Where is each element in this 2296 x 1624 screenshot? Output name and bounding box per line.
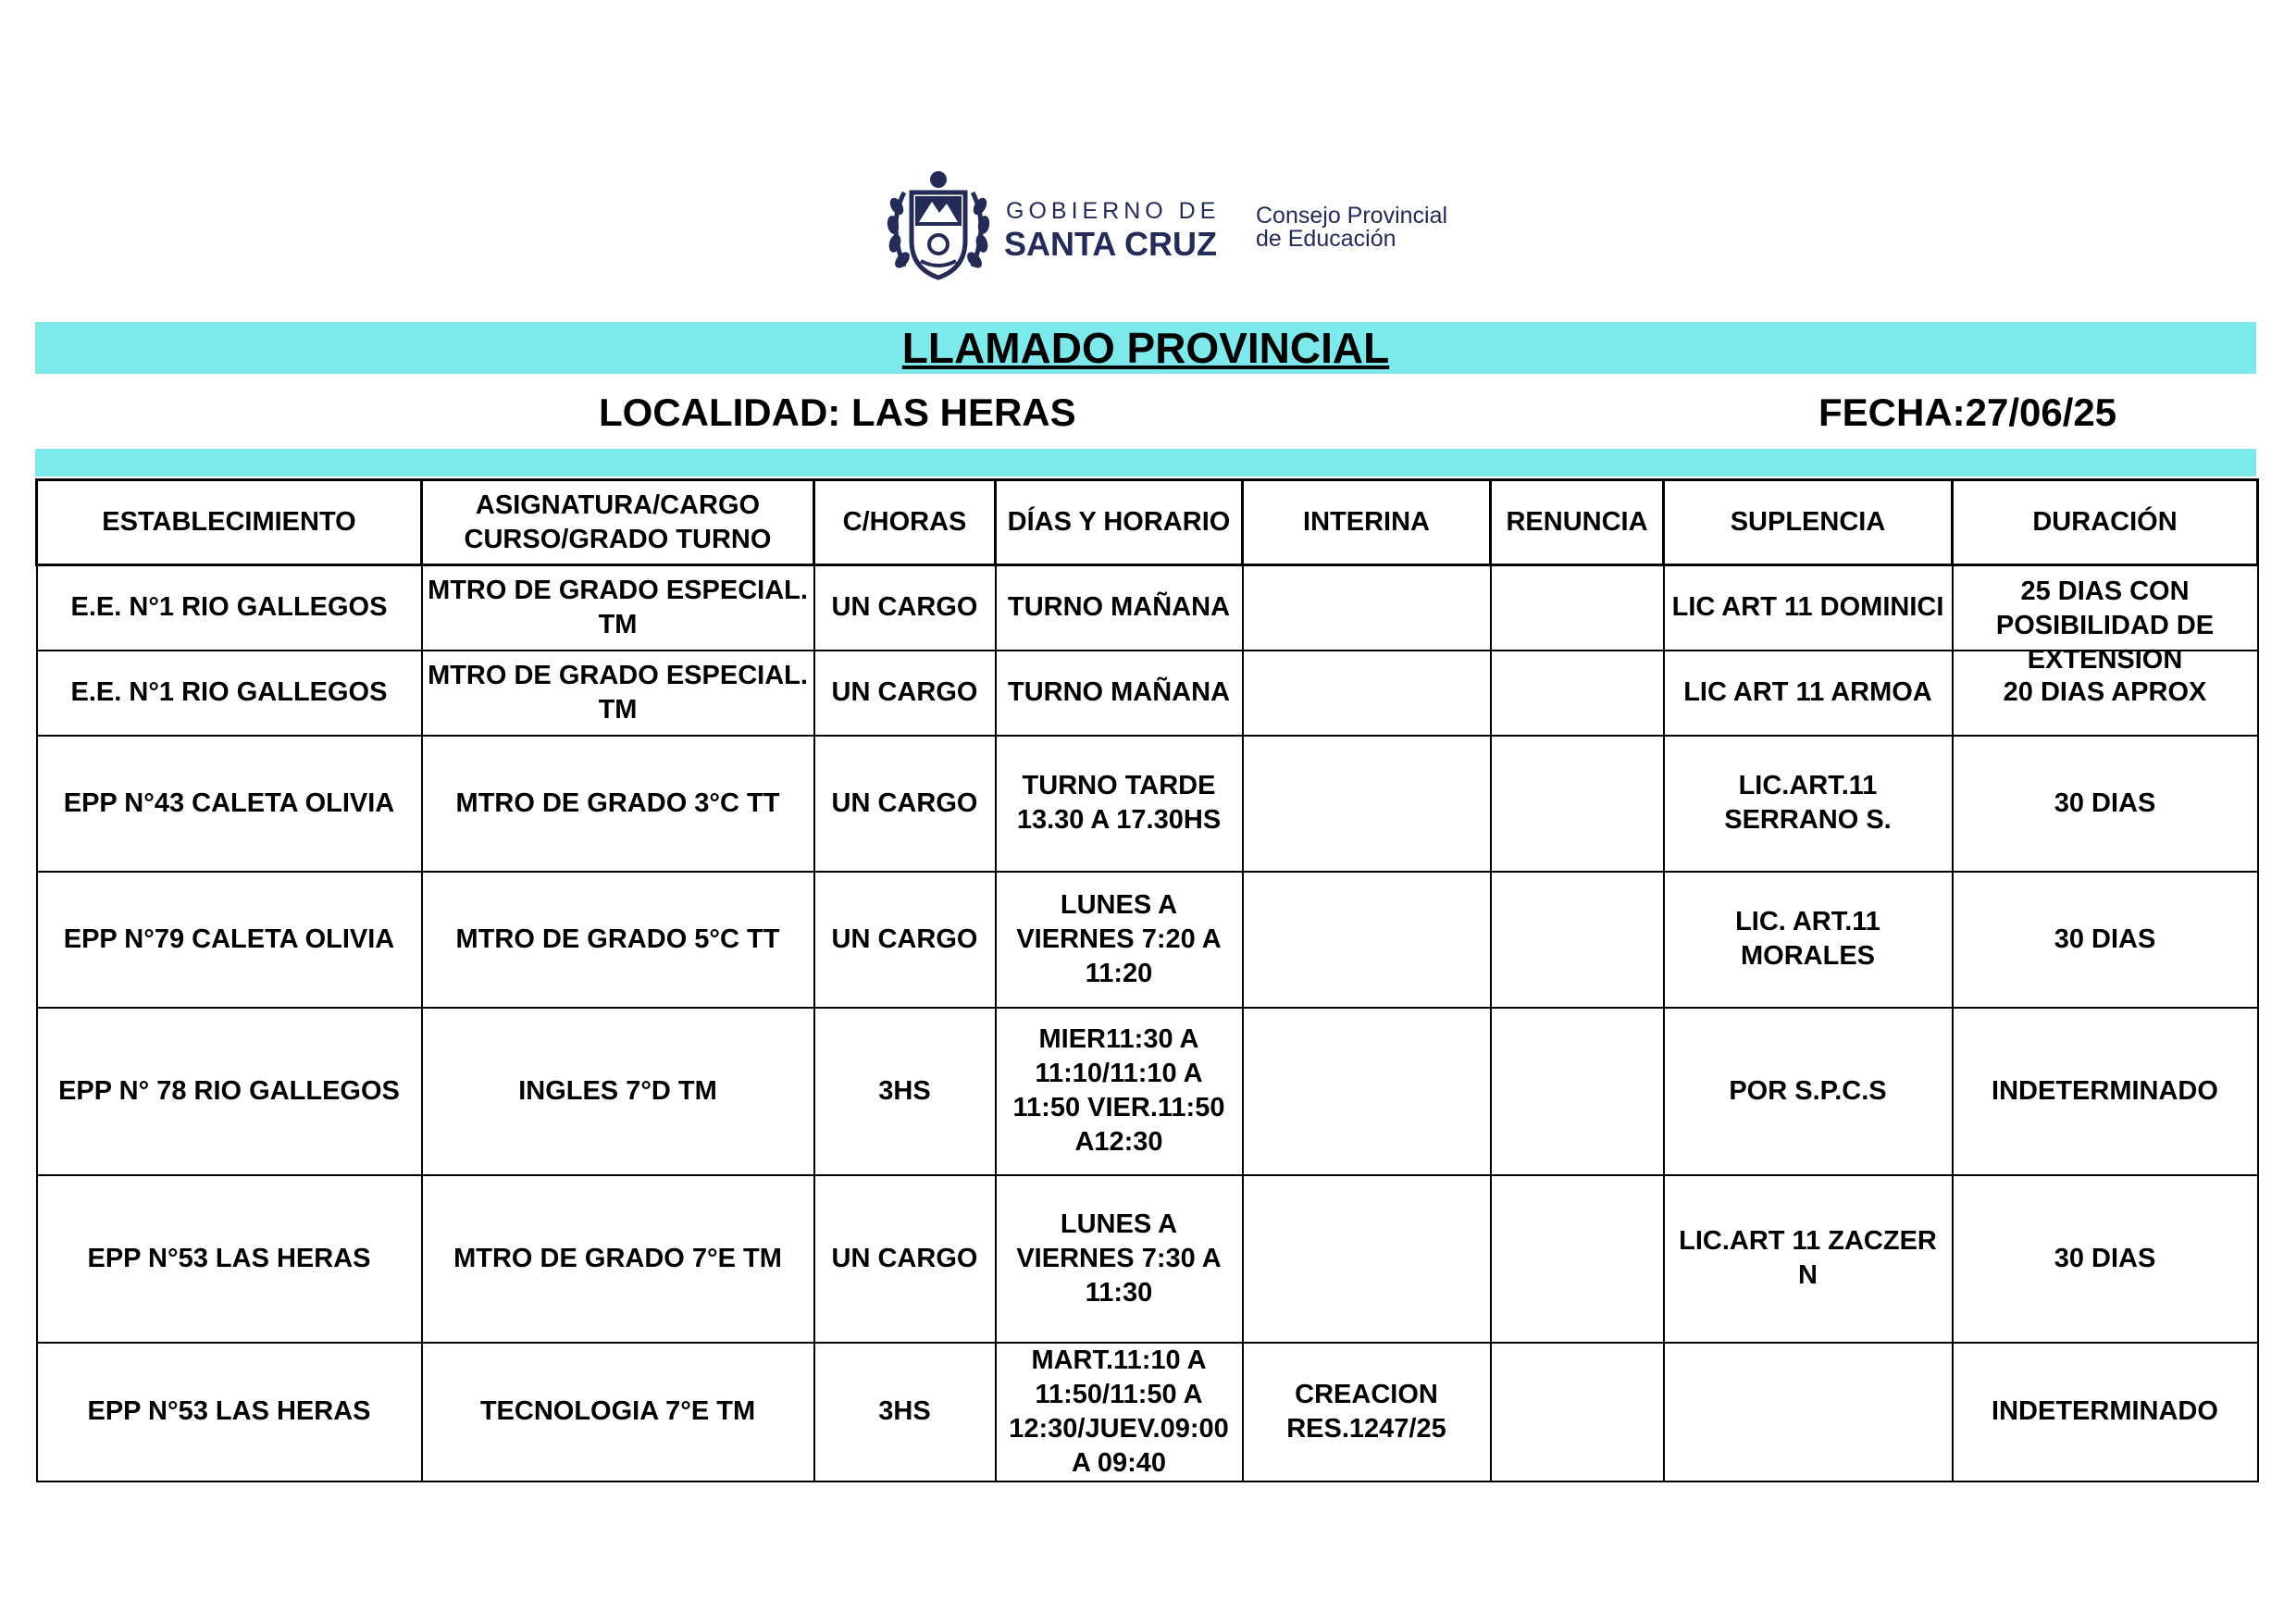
cell-dias: TURNO TARDE 13.30 A 17.30HS: [996, 736, 1243, 872]
cell-suplencia: LIC.ART 11 ZACZER N: [1664, 1175, 1953, 1343]
cell-dias: LUNES A VIERNES 7:20 A 11:20: [996, 872, 1243, 1008]
cell-duracion: 30 DIAS: [1953, 872, 2258, 1008]
cell-suplencia: POR S.P.C.S: [1664, 1008, 1953, 1175]
cell-establecimiento: E.E. N°1 RIO GALLEGOS: [37, 651, 422, 736]
cell-suplencia: LIC. ART.11 MORALES: [1664, 872, 1953, 1008]
cell-duracion-text: 25 DIAS CON POSIBILIDAD DE EXTENSION: [1995, 576, 2215, 675]
cell-duracion: 30 DIAS: [1953, 736, 2258, 872]
cell-horas: 3HS: [814, 1008, 996, 1175]
header-logo: [884, 165, 1476, 285]
cell-establecimiento: EPP N°79 CALETA OLIVIA: [37, 872, 422, 1008]
cell-asignatura: MTRO DE GRADO 7°E TM: [422, 1175, 814, 1343]
cell-suplencia: LIC ART 11 ARMOA: [1664, 651, 1953, 736]
cell-renuncia: [1491, 1008, 1664, 1175]
cell-duracion: INDETERMINADO: [1953, 1343, 2258, 1481]
date-label: FECHA:27/06/25: [1818, 391, 2117, 434]
table-row: [37, 1175, 2258, 1343]
header-horas: C/HORAS: [814, 480, 996, 565]
table-row: [37, 872, 2258, 1008]
cell-horas: 3HS: [814, 1343, 996, 1481]
cell-dias: LUNES A VIERNES 7:30 A 11:30: [996, 1175, 1243, 1343]
cell-dias: TURNO MAÑANA: [996, 651, 1243, 736]
cell-dias: MART.11:10 A 11:50/11:50 A 12:30/JUEV.09:00 A 09:40: [996, 1343, 1243, 1481]
cell-establecimiento: EPP N°43 CALETA OLIVIA: [37, 736, 422, 872]
cell-duracion: 30 DIAS: [1953, 1175, 2258, 1343]
header-asignatura: [422, 480, 814, 565]
header-asignatura-line2: CURSO/GRADO TURNO: [464, 524, 772, 554]
table-header-row: [37, 480, 2258, 565]
separator-band: [35, 449, 2256, 477]
cell-interina: [1243, 651, 1491, 736]
table-row: [37, 565, 2258, 651]
table-row: [37, 651, 2258, 736]
cell-suplencia: [1664, 1343, 1953, 1481]
cell-asignatura: TECNOLOGIA 7°E TM: [422, 1343, 814, 1481]
cell-interina: [1243, 872, 1491, 1008]
cell-horas: UN CARGO: [814, 651, 996, 736]
logo-org-line1: Consejo Provincial: [1256, 203, 1448, 229]
cell-renuncia: [1491, 565, 1664, 651]
cell-horas: UN CARGO: [814, 565, 996, 651]
table-row: [37, 1343, 2258, 1481]
cell-interina: [1243, 736, 1491, 872]
header-dias: DÍAS Y HORARIO: [996, 480, 1243, 565]
locality-label: LOCALIDAD: LAS HERAS: [599, 391, 1076, 434]
cell-renuncia: [1491, 1175, 1664, 1343]
cell-horas: UN CARGO: [814, 1175, 996, 1343]
cell-renuncia: [1491, 872, 1664, 1008]
logo-line2: SANTA CRUZ: [1004, 225, 1217, 263]
cell-suplencia: LIC.ART.11 SERRANO S.: [1664, 736, 1953, 872]
logo-org-line2: de Educación: [1256, 226, 1396, 252]
cell-asignatura: MTRO DE GRADO ESPECIAL. TM: [422, 565, 814, 651]
cell-duracion: 20 DIAS APROX: [1953, 651, 2258, 736]
cell-asignatura: MTRO DE GRADO ESPECIAL. TM: [422, 651, 814, 736]
cell-dias: MIER11:30 A 11:10/11:10 A 11:50 VIER.11:50 A12:30: [996, 1008, 1243, 1175]
cell-horas: UN CARGO: [814, 872, 996, 1008]
cell-establecimiento: EPP N°53 LAS HERAS: [37, 1343, 422, 1481]
cell-duracion: [1953, 565, 2258, 675]
cell-establecimiento: EPP N°53 LAS HERAS: [37, 1175, 422, 1343]
cell-dias: TURNO MAÑANA: [996, 565, 1243, 651]
santa-cruz-coat-of-arms-logo: [884, 165, 1476, 285]
cell-asignatura: MTRO DE GRADO 3°C TT: [422, 736, 814, 872]
cell-establecimiento: EPP N° 78 RIO GALLEGOS: [37, 1008, 422, 1175]
cell-duracion: INDETERMINADO: [1953, 1008, 2258, 1175]
header-duracion: DURACIÓN: [1953, 480, 2258, 565]
cell-interina: [1243, 1175, 1491, 1343]
header-renuncia: RENUNCIA: [1491, 480, 1664, 565]
table-row: [37, 1008, 2258, 1175]
page-title-text: LLAMADO PROVINCIAL: [901, 324, 1390, 372]
logo-line1: GOBIERNO DE: [1006, 198, 1221, 224]
header-interina: INTERINA: [1243, 480, 1491, 565]
page-title: [35, 320, 2256, 376]
cell-establecimiento: E.E. N°1 RIO GALLEGOS: [37, 565, 422, 651]
header-suplencia: SUPLENCIA: [1664, 480, 1953, 565]
cell-asignatura: INGLES 7°D TM: [422, 1008, 814, 1175]
cell-asignatura: MTRO DE GRADO 5°C TT: [422, 872, 814, 1008]
cell-interina: CREACION RES.1247/25: [1243, 1343, 1491, 1481]
vacancy-table: [35, 478, 2259, 1482]
cell-interina: [1243, 1008, 1491, 1175]
header-asignatura-line1: ASIGNATURA/CARGO: [475, 490, 761, 520]
header-establecimiento: ESTABLECIMIENTO: [37, 480, 422, 565]
cell-renuncia: [1491, 651, 1664, 736]
cell-suplencia: LIC ART 11 DOMINICI: [1664, 565, 1953, 651]
table-row: [37, 736, 2258, 872]
cell-renuncia: [1491, 1343, 1664, 1481]
cell-horas: UN CARGO: [814, 736, 996, 872]
cell-renuncia: [1491, 736, 1664, 872]
cell-interina: [1243, 565, 1491, 651]
